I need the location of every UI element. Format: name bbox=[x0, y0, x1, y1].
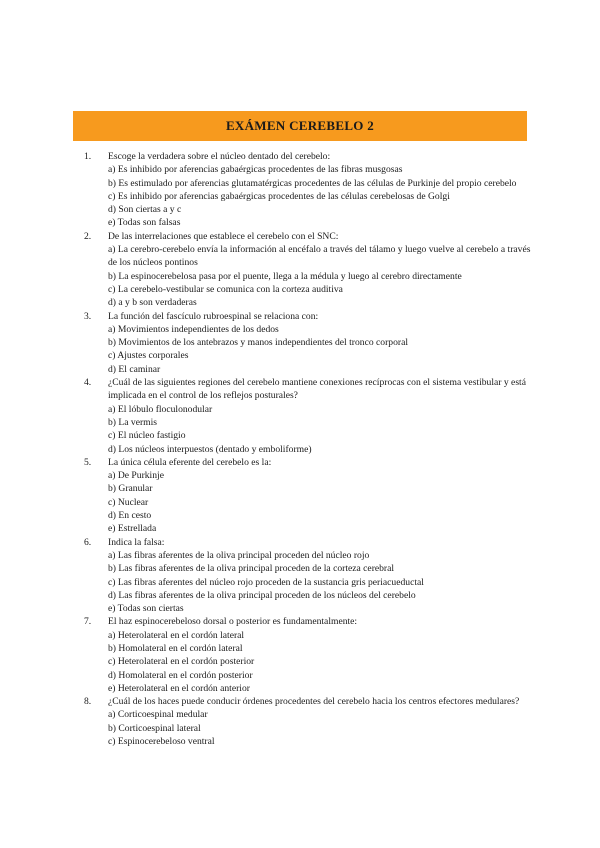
answer-option: b) La espinocerebelosa pasa por el puente, llega a la médula y luego al cerebro directamente bbox=[108, 270, 462, 282]
question-text: Indica la falsa: bbox=[108, 536, 165, 548]
question-text: De las interrelaciones que establece el cerebelo con el SNC: bbox=[108, 230, 339, 242]
answer-option: d) Las fibras aferentes de la oliva principal proceden de los núcleos del cerebelo bbox=[108, 589, 416, 601]
answer-option: a) Las fibras aferentes de la oliva principal proceden del núcleo rojo bbox=[108, 549, 370, 561]
question-body bbox=[108, 150, 534, 230]
answer-option: c) Ajustes corporales bbox=[108, 350, 189, 362]
answer-option: d) En cesto bbox=[108, 510, 152, 522]
answer-option: c) La cerebelo-vestibular se comunica con la corteza auditiva bbox=[108, 283, 343, 295]
answer-option: b) Corticoespinal lateral bbox=[108, 722, 201, 734]
question-body bbox=[108, 310, 534, 376]
answer-option: a) Heterolateral en el cordón lateral bbox=[108, 629, 245, 641]
answer-option: e) Heterolateral en el cordón anterior bbox=[108, 682, 250, 694]
question-item bbox=[84, 150, 534, 230]
question-number: 3. bbox=[84, 310, 92, 322]
answer-option: a) Movimientos independientes de los dedos bbox=[108, 323, 279, 335]
question-number: 1. bbox=[84, 151, 92, 162]
question-text: El haz espinocerebeloso dorsal o posterior es fundamentalmente: bbox=[108, 616, 358, 628]
question-number: 8. bbox=[84, 696, 92, 708]
answer-option: e) Estrellada bbox=[108, 523, 157, 535]
question-item bbox=[84, 456, 534, 536]
question-body bbox=[108, 230, 534, 310]
answer-option: c) El núcleo fastigio bbox=[108, 430, 186, 442]
exam-title-bar bbox=[73, 111, 527, 141]
answer-option: e) Todas son ciertas bbox=[108, 603, 184, 615]
question-item bbox=[84, 695, 534, 748]
question-text: La función del fascículo rubroespinal se relaciona con: bbox=[108, 310, 319, 322]
answer-option: d) Homolateral en el cordón posterior bbox=[108, 669, 253, 681]
answer-option: b) La vermis bbox=[108, 416, 158, 428]
question-text: ¿Cuál de las siguientes regiones del cerebelo mantiene conexiones recíprocas con el sistema vestibular y está implicada en el control de los reflejos posturales? bbox=[108, 377, 526, 402]
answer-option: c) Las fibras aferentes del núcleo rojo proceden de la sustancia gris periacueductal bbox=[108, 576, 424, 588]
question-text: ¿Cuál de los haces puede conducir órdenes procedentes del cerebelo hacia los centros efectores medulares? bbox=[108, 696, 520, 708]
answer-option: d) a y b son verdaderas bbox=[108, 297, 197, 309]
question-text: La única célula eferente del cerebelo es la: bbox=[108, 456, 272, 468]
question-body bbox=[108, 376, 534, 456]
answer-option: d) Los núcleos interpuestos (dentado y emboliforme) bbox=[108, 443, 312, 455]
answer-option: b) Es estimulado por aferencias glutamatérgicas procedentes de las células de Purkinje del propio cerebelo bbox=[108, 177, 517, 189]
answer-option: d) Son ciertas a y c bbox=[108, 204, 182, 216]
question-body bbox=[108, 536, 534, 616]
question-list bbox=[84, 150, 534, 748]
question-number: 2. bbox=[84, 230, 92, 242]
question-number: 6. bbox=[84, 536, 92, 548]
answer-option: c) Heterolateral en el cordón posterior bbox=[108, 656, 255, 668]
question-item bbox=[84, 230, 534, 310]
answer-option: e) Todas son falsas bbox=[108, 217, 181, 229]
answer-option: a) El lóbulo floculonodular bbox=[108, 403, 213, 415]
answer-option: a) Es inhibido por aferencias gabaérgicas procedentes de las fibras musgosas bbox=[108, 164, 403, 176]
answer-option: b) Granular bbox=[108, 483, 153, 495]
question-item bbox=[84, 536, 534, 616]
answer-option: c) Es inhibido por aferencias gabaérgicas procedentes de las células cerebelosas de Golgi bbox=[108, 190, 450, 202]
question-text: Escoge la verdadera sobre el núcleo dentado del cerebelo: bbox=[108, 151, 331, 162]
answer-option: b) Las fibras aferentes de la oliva principal proceden de la corteza cerebral bbox=[108, 563, 395, 575]
answer-option: d) El caminar bbox=[108, 363, 161, 375]
answer-option: c) Espinocerebeloso ventral bbox=[108, 736, 215, 748]
answer-option: a) Corticoespinal medular bbox=[108, 709, 208, 721]
answer-option: b) Homolateral en el cordón lateral bbox=[108, 642, 243, 654]
answer-option: a) De Purkinje bbox=[108, 470, 164, 482]
answer-option: b) Movimientos de los antebrazos y manos independientes del tronco corporal bbox=[108, 337, 408, 349]
answer-option: a) La cerebro-cerebelo envía la información al encéfalo a través del tálamo y luego vuelve al cerebelo a través de los núcleos pontinos bbox=[108, 244, 531, 269]
question-body bbox=[108, 615, 534, 695]
question-item bbox=[84, 376, 534, 456]
answer-option: c) Nuclear bbox=[108, 496, 149, 508]
question-number: 7. bbox=[84, 616, 92, 628]
question-number: 5. bbox=[84, 456, 92, 468]
exam-title: EXÁMEN CEREBELO 2 bbox=[225, 118, 375, 133]
question-number: 4. bbox=[84, 377, 92, 389]
question-item bbox=[84, 615, 534, 695]
question-item bbox=[84, 310, 534, 376]
question-body bbox=[108, 695, 534, 748]
question-body bbox=[108, 456, 534, 536]
